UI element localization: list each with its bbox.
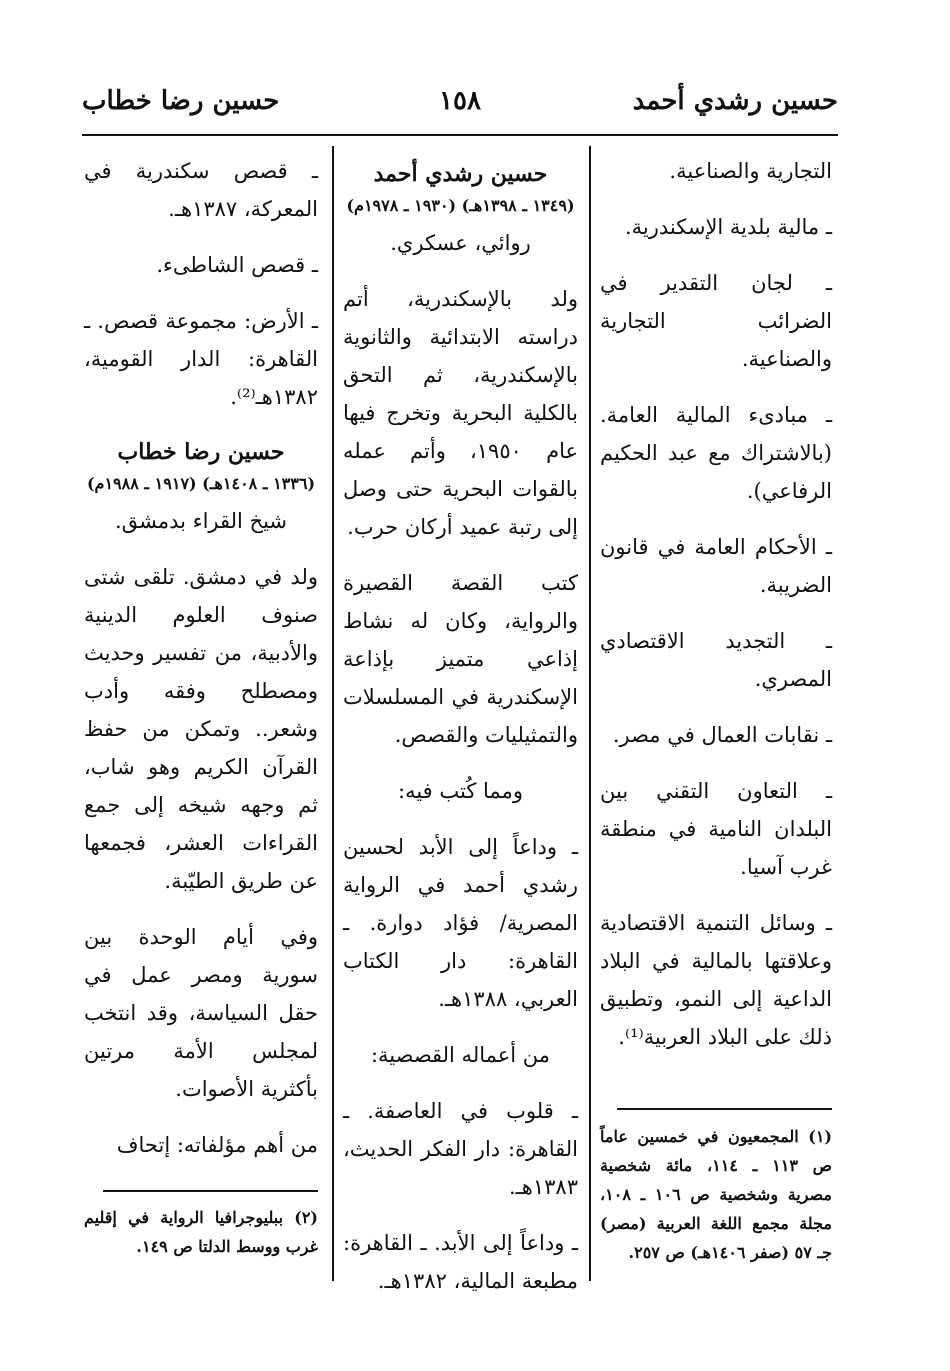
list-item: ـ مالية بلدية الإسكندرية. — [624, 215, 832, 239]
list-item: ـ الأحكام العامة في قانون الضريبة. — [600, 535, 832, 597]
list-item: ـ قصص الشاطىء. — [156, 253, 318, 277]
footnote-left — [84, 1203, 318, 1261]
list-item: ـ قصص سكندرية في المعركة، ١٣٨٧هـ. — [84, 159, 318, 221]
header-left-title: حسين رضا خطاب — [82, 86, 280, 116]
footnote-text: (٢) ببليوجرافيا الرواية في إقليم غرب ووسط الدلتا ص ١٤٩. — [84, 1208, 318, 1256]
section-heading: ومما كُتب فيه: — [398, 779, 523, 803]
entry-title: حسين رضا خطاب — [117, 439, 285, 465]
list-item: ـ لجان التقدير في الضرائب التجارية والصناعية. — [600, 271, 832, 371]
footnote-text: (١) المجمعيون في خمسين عاماً ص ١١٣ ـ ١١٤، مائة شخصية مصرية وشخصية ص ١٠٦ ـ ١٠٨، مجلة مجمع اللغة العربية (مصر) جـ ٥٧ (صفر ١٤٠٦هـ) ص ٢٥٧. — [600, 1127, 833, 1262]
footnote-rule-left — [103, 1190, 318, 1192]
header-rule — [82, 134, 838, 136]
entry-dates: (١٣٤٩ ـ ١٣٩٨هـ) (١٩٣٠ ـ ١٩٧٨م) — [346, 196, 575, 215]
list-item: ـ وداعاً إلى الأبد لحسين رشدي أحمد في الرواية المصرية/ فؤاد دوارة. ـ القاهرة: دار الكتاب العربي، ١٣٨٨هـ. — [343, 835, 578, 1011]
list-item: ـ مبادىء المالية العامة. (بالاشتراك مع عبد الحكيم الرفاعي). — [600, 403, 832, 503]
list-item: التجارية والصناعية. — [669, 159, 832, 183]
list-item: ـ وداعاً إلى الأبد. ـ القاهرة: مطبعة المالية، ١٣٨٢هـ. — [343, 1231, 578, 1293]
list-item: ـ التعاون التقني بين البلدان النامية في منطقة غرب آسيا. — [600, 779, 832, 879]
entry-title: حسين رشدي أحمد — [373, 161, 548, 187]
list-item: ـ وسائل التنمية الاقتصادية وعلاقتها بالمالية في البلاد الداعية إلى النمو، وتطبيق ذلك على البلاد العربية⁽¹⁾. — [600, 911, 832, 1049]
entry-occupation: شيخ القراء بدمشق. — [114, 509, 288, 533]
left-column — [84, 152, 318, 1182]
column-divider-right — [589, 146, 591, 1281]
column-divider-left — [332, 146, 334, 1281]
list-item: ـ التجديد الاقتصادي المصري. — [600, 629, 832, 691]
paragraph: من أهم مؤلفاته: إتحاف — [116, 1133, 318, 1157]
list-item: ـ نقابات العمال في مصر. — [612, 723, 832, 747]
section-heading: من أعماله القصصية: — [370, 1043, 551, 1067]
paragraph: وفي أيام الوحدة بين سورية ومصر عمل في حقل السياسة، وقد انتخب لمجلس الأمة مرتين بأكثرية الأصوات. — [84, 925, 318, 1101]
footnote-right — [600, 1122, 832, 1267]
paragraph: ولد في دمشق. تلقى شتى صنوف العلوم الدينية والأدبية، من تفسير وحديث ومصطلح وفقه وأدب وشعر.. وتمكن من حفظ القرآن الكريم وهو شاب، ثم وجهه شيخه إلى جمع القراءات العشر، فجمعها عن طريق الطيّبة. — [84, 565, 318, 893]
right-column — [600, 152, 832, 1074]
middle-column — [343, 156, 578, 1318]
entry-dates: (١٣٣٦ ـ ١٤٠٨هـ) (١٩١٧ ـ ١٩٨٨م) — [86, 474, 316, 493]
page-number: ١٥٨ — [439, 86, 481, 116]
list-item: ـ الأرض: مجموعة قصص. ـ القاهرة: الدار القومية، ١٣٨٢هـ⁽²⁾. — [84, 309, 318, 409]
paragraph: ولد بالإسكندرية، أتم دراسته الابتدائية والثانوية بالإسكندرية، ثم التحق بالكلية البحرية وتخرج فيها عام ١٩٥٠، وأتم عمله بالقوات البحرية حتى وصل إلى رتبة عميد أركان حرب. — [343, 287, 578, 539]
running-header — [82, 86, 838, 126]
entry-occupation: روائي، عسكري. — [390, 231, 531, 255]
paragraph: كتب القصة القصيرة والرواية، وكان له نشاط إذاعي متميز بإذاعة الإسكندرية في المسلسلات والتمثيليات والقصص. — [343, 571, 578, 747]
footnote-rule-right — [617, 1108, 832, 1110]
list-item: ـ قلوب في العاصفة. ـ القاهرة: دار الفكر الحديث، ١٣٨٣هـ. — [343, 1099, 578, 1199]
header-right-title: حسين رشدي أحمد — [632, 86, 838, 116]
